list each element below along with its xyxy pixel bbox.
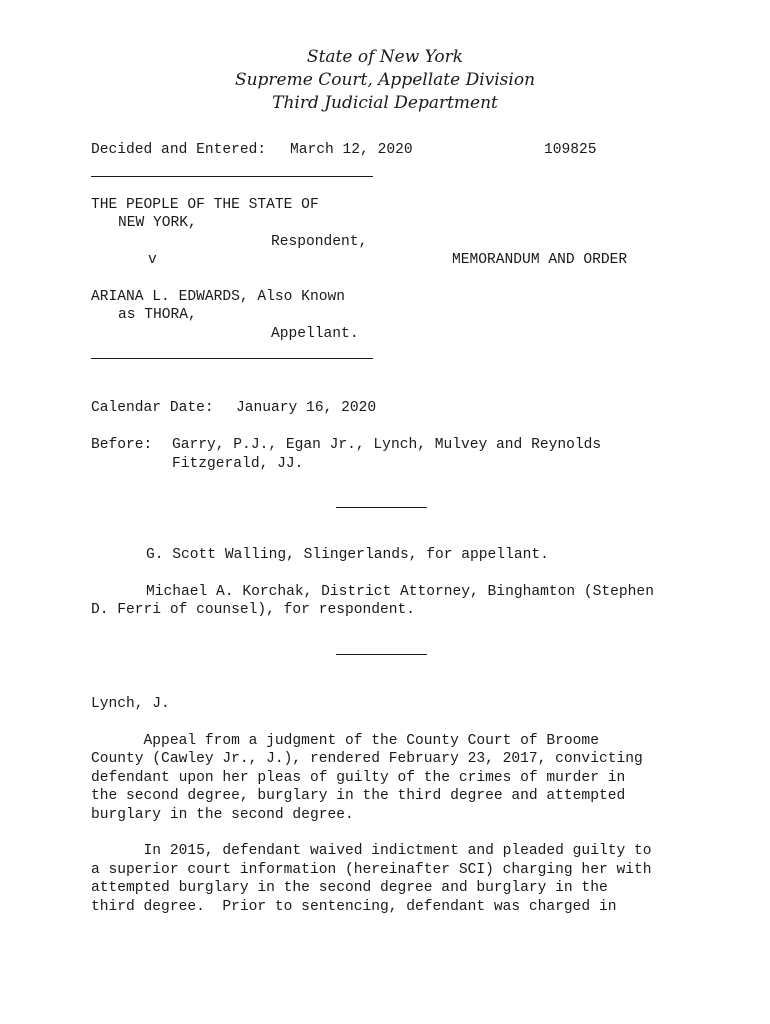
body-line: defendant upon her pleas of guilty of the crimes of murder in <box>91 770 626 786</box>
body-line: third degree. Prior to sentencing, defendant was charged in <box>91 899 617 915</box>
before-justices-line1: Garry, P.J., Egan Jr., Lynch, Mulvey and Reynolds <box>172 437 602 453</box>
party2-name-line2: as THORA, <box>118 307 197 323</box>
party2-name-line1: ARIANA L. EDWARDS, Also Known <box>91 289 345 305</box>
court-name: Supreme Court, Appellate Division <box>234 70 536 90</box>
caption-top-rule <box>91 176 373 177</box>
calendar-date: January 16, 2020 <box>236 400 377 416</box>
court-state: State of New York <box>306 47 464 67</box>
body-line: burglary in the second degree. <box>91 807 354 823</box>
before-label: Before: <box>91 437 153 453</box>
party1-name-line2: NEW YORK, <box>118 215 197 231</box>
caption-bottom-rule <box>91 358 373 359</box>
opinion-author: Lynch, J. <box>91 696 170 712</box>
versus: v <box>148 252 157 268</box>
section-divider <box>336 654 427 655</box>
counsel-respondent-line2: D. Ferri of counsel), for respondent. <box>91 602 416 618</box>
counsel-respondent-line1: Michael A. Korchak, District Attorney, Binghamton (Stephen <box>146 584 654 600</box>
section-divider <box>336 507 427 508</box>
document-title: MEMORANDUM AND ORDER <box>452 252 628 268</box>
body-line: Appeal from a judgment of the County Court of Broome <box>91 733 599 749</box>
docket-number: 109825 <box>544 142 597 158</box>
body-line: the second degree, burglary in the third degree and attempted <box>91 788 626 804</box>
counsel-appellant: G. Scott Walling, Slingerlands, for appellant. <box>146 547 549 563</box>
party2-role: Appellant. <box>271 326 359 342</box>
decided-label: Decided and Entered: <box>91 142 267 158</box>
body-line: attempted burglary in the second degree and burglary in the <box>91 880 608 896</box>
calendar-label: Calendar Date: <box>91 400 214 416</box>
party1-name-line1: THE PEOPLE OF THE STATE OF <box>91 197 319 213</box>
body-line: In 2015, defendant waived indictment and pleaded guilty to <box>91 843 652 859</box>
decided-date: March 12, 2020 <box>290 142 413 158</box>
body-line: County (Cawley Jr., J.), rendered February 23, 2017, convicting <box>91 751 643 767</box>
party1-role: Respondent, <box>271 234 368 250</box>
court-department: Third Judicial Department <box>272 93 498 113</box>
before-justices-line2: Fitzgerald, JJ. <box>172 456 304 472</box>
body-line: a superior court information (hereinafter SCI) charging her with <box>91 862 652 878</box>
